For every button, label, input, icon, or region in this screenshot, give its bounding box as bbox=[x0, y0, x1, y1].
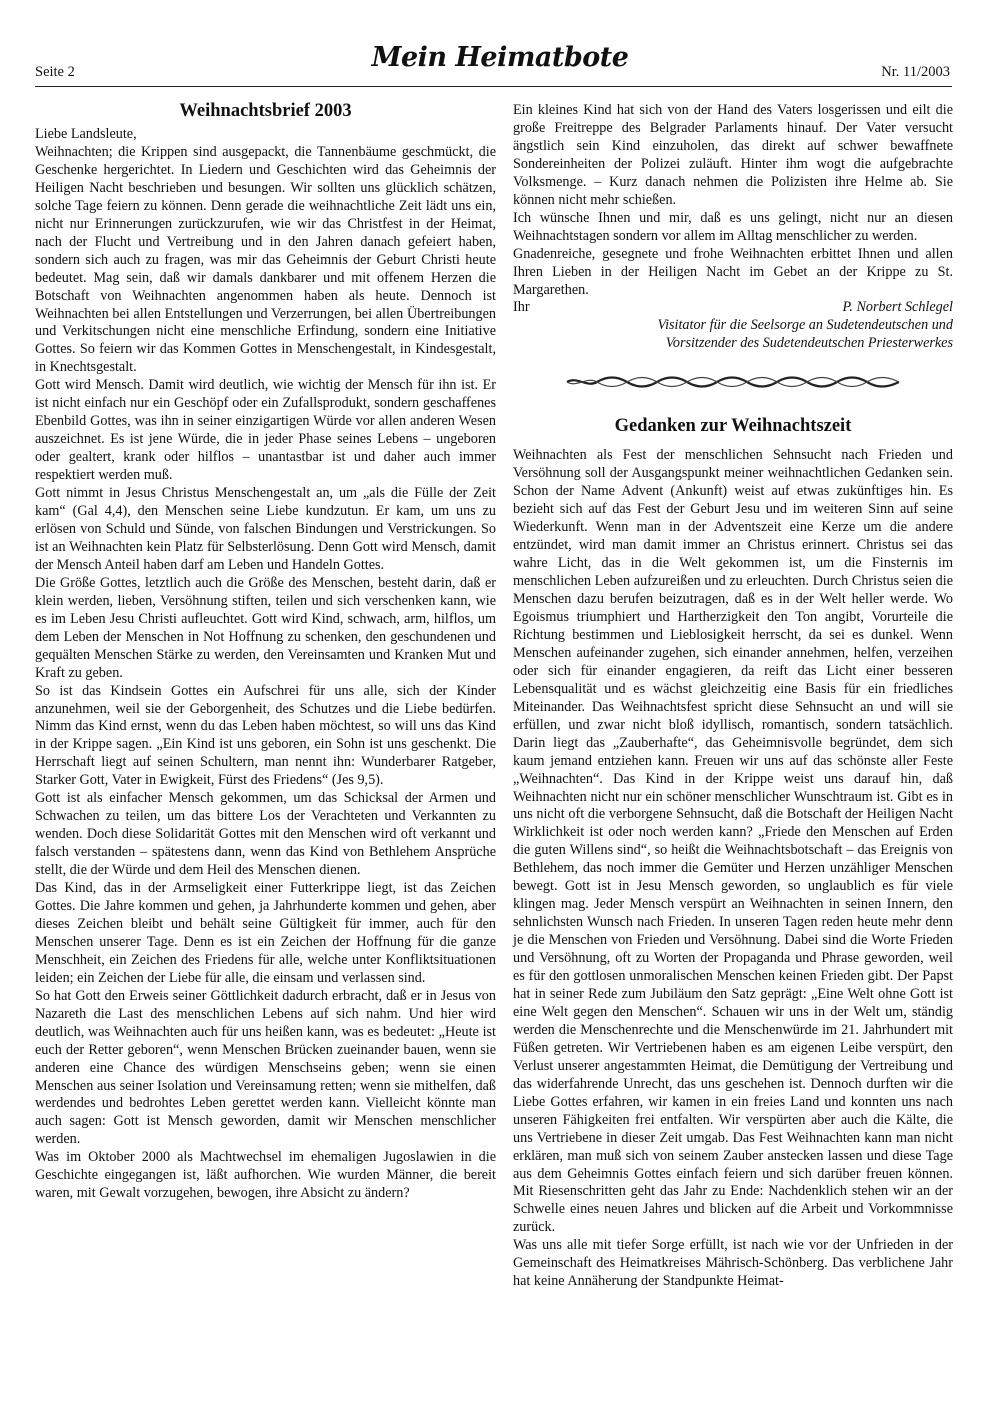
paragraph: Ich wünsche Ihnen und mir, daß es uns gelingt, nicht nur an diesen Weihnachtstagen sondern vor allem im Alltag menschlicher zu werden. bbox=[513, 209, 953, 244]
paragraph: So hat Gott den Erweis seiner Göttlichkeit dadurch erbracht, daß er in Jesus von Nazareth die Last des menschlichen Lebens auf sich nahm. Und hier wird deutlich, was Weihnachten auch für uns heißen kann, was es bedeutet: „Heute ist euch der Retter geboren“, wenn Menschen Brücken zueinander bauen, wenn sie anderen eine Chance des würdigen Menschseins geben; wenn sie einen Menschen aus seiner Isolation und Vereinsamung retten; wenn sie mithelfen, daß werdendes und bedrohtes Leben gerettet werden kann. Vielleicht könnte man auch sagen: Gott ist Mensch geworden, damit wir Menschen menschlicher werden. bbox=[35, 987, 496, 1148]
paragraph: Was im Oktober 2000 als Machtwechsel im ehemaligen Jugoslawien in die Geschichte eingegangen ist, läßt aufhorchen. Wie wurden Männer, die bereit waren, mit Gewalt vorzugehen, bewogen, ihre Absicht zu ändern? bbox=[35, 1149, 496, 1202]
paragraph: Weihnachten; die Krippen sind ausgepackt, die Tannenbäume geschmückt, die Geschenke hergerichtet. In Liedern und Geschichten wird das Geheimnis der Heiligen Nacht beschrieben und besungen. Wir sollten uns glücklich schätzen, solche Tage feiern zu können. Denn gerade die weihnachtliche Zeit lädt uns ein, nicht nur Erinnerungen zurückzurufen, wie wir das Christfest in der Heimat, nach der Flucht und Vertreibung und in den Jahren danach gefeiert haben, sondern sich auch zu fragen, was mir das Geheimnis der Geburt Christi heute bedeutet. Mag sein, daß wir damals dankbarer und mit offenem Herzen die Botschaft von Weihnachten angenommen haben als heute. Dennoch ist Weihnachten bei allen Entstellungen und Verzerrungen, bei allen Übertreibungen und Verkitschungen nicht eine menschliche Erfindung, sondern eine Initiative Gottes. So feiern wir das Kommen Gottes in Menschengestalt, in Kindesgestalt, in Knechtsgestalt. bbox=[35, 143, 496, 376]
page-number: Seite 2 bbox=[35, 64, 75, 80]
signature-line bbox=[513, 299, 953, 317]
article-title-gedanken: Gedanken zur Weihnachtszeit bbox=[614, 416, 852, 437]
right-column bbox=[513, 102, 953, 1291]
paragraph: Gott ist als einfacher Mensch gekommen, um das Schicksal der Armen und Schwachen zu teilen, um das bittere Los der Verachteten und Verkannten zu wenden. Doch diese Solidarität Gottes mit den Menschen wird oft verkannt und falsch verstanden – spätestens dann, wenn das Kind von Bethlehem Ansprüche stellt, die der Würde und dem Heil des Menschen dienen. bbox=[35, 790, 496, 879]
ornament-icon bbox=[563, 375, 903, 389]
paragraph: Liebe Landsleute, bbox=[35, 126, 137, 142]
masthead-logo: Mein Heimatbote bbox=[371, 42, 629, 73]
signature-role-line: Vorsitzender des Sudetendeutschen Priesterwerkes bbox=[665, 335, 953, 352]
ornament-divider bbox=[513, 375, 953, 397]
paragraph: Was uns alle mit tiefer Sorge erfüllt, ist nach wie vor der Unfrieden in der Gemeinschaft des Heimatkreises Mährisch-Schönberg. Das verblichene Jahr hat keine Annäherung der Standpunkte Heimat- bbox=[513, 1237, 953, 1290]
paragraph: Das Kind, das in der Armseligkeit einer Futterkrippe liegt, ist das Zeichen Gottes. Die Jahre kommen und gehen, ja Jahrhunderte kommen und gehen, aber dieses Zeichen bleibt und behält seine Gültigkeit für immer, auch für den Menschen unserer Tage. Denn es ist ein Zeichen der Hoffnung für die ganze Menschheit, ein Zeichen des Friedens für alle, welche unter Konfliktsituationen leiden; ein Zeichen der Liebe für alle, die einsam und verlassen sind. bbox=[35, 880, 496, 986]
left-column bbox=[35, 100, 496, 1203]
signature-closing: Ihr bbox=[513, 299, 530, 316]
paragraph: Die Größe Gottes, letztlich auch die Größe des Menschen, besteht darin, daß er klein werden, lieben, Versöhnung stiften, teilen und sich verschenken kann, wie es im Leben Jesu Christi aufleuchtet. Gott wird Kind, schwach, arm, hilflos, um dem Leben der Menschen in Not Hoffnung zu schenken, den geschundenen und gequälten Menschen Stärke zu werden, den Vereinsamten und Kranken Mut und Kraft zu geben. bbox=[35, 574, 496, 681]
paragraph: Gott wird Mensch. Damit wird deutlich, wie wichtig der Mensch für ihn ist. Er ist nicht einfach nur ein Geschöpf oder ein Zufallsprodukt, sondern geschaffenes Ebenbild Gottes, was ihn in seiner einzigartigen Würde vor allen anderen Wesen auszeichnet. Es ist jene Würde, die in jeder Phase seines Lebens – ungeboren oder gealtert, krank oder hilflos – unantastbar ist und daher auch immer respektiert werden muß. bbox=[35, 377, 496, 484]
header-rule bbox=[35, 86, 952, 87]
issue-number: Nr. 11/2003 bbox=[881, 64, 950, 80]
paragraph: Gott nimmt in Jesus Christus Menschengestalt an, um „als die Fülle der Zeit kam“ (Gal 4,4), den Menschen seine Liebe kundzutun. Er kam, um uns zu erlösen von Schuld und Sünde, von falschen Bindungen und Verstrickungen. So ist an Weihnachten kein Platz für Selbsterlösung. Denn Gott wird Mensch, damit der Mensch Anteil haben darf am Leben und Handeln Gottes. bbox=[35, 485, 496, 573]
paragraph: Weihnachten als Fest der menschlichen Sehnsucht nach Frieden und Versöhnung soll der Ausgangspunkt meiner weihnachtlichen Gedanken sein. Schon der Name Advent (Ankunft) weist auf etwas zukünftiges hin. Es bezieht sich auf das Fest der Geburt Jesu und im weiteren Sinn auf seine Wiederkunft. Wenn man in der Adventszeit eine Kerze um die andere entzündet, wird man damit immer an Christus erinnert. Christus sei das wahre Licht, das in die Welt gekommen ist, um die Finsternis im menschlichen Leben aufzureißen und zu erleuchten. Durch Christus seien die Menschen dazu berufen beizutragen, daß es in der Welt heller werde. Wo Egoismus triumphiert und Hartherzigkeit den Ton angibt, Vorurteile die Richtung bestimmen und Lieblosigkeit herrscht, da sei es dunkel. Wenn Menschen aufeinander zugehen, sich einander annehmen, helfen, verzeihen oder sich für einander engagieren, da reift das Licht einer besseren Lebensqualität und es wächst gleichzeitig eine Basis für ein friedliches Miteinander. Das Weihnachtsfest spricht diese Sehnsucht an und will sie erfüllen, und zwar nicht bloß idyllisch, romantisch, sondern tatsächlich. Darin liegt das „Zauberhafte“, das Geheimnisvolle begründet, dem sich kaum jemand entziehen kann. Freuen wir uns auf das schönste aller Feste „Weihnachten“. Das Kind in der Krippe weist uns darauf hin, daß Weihnachten nicht nur ein schöner menschlicher Wunschtraum ist. Gibt es in uns nicht oft die verborgene Sehnsucht, daß die Botschaft der Heiligen Nacht Wirklichkeit ist oder noch werden kann? „Friede den Menschen auf Erden die guten Willens sind“, so heißt die Weihnachtsbotschaft – das Ereignis von Bethlehem, das noch immer die Gemüter und Herzen unzähliger Menschen bewegt. Gott ist in Jesu Mensch geworden, so unglaublich es für viele klingen mag. Jeder Mensch verspürt an Weihnachten in seinen Innern, den sehnlichsten Wunsch nach Frieden. In unseren Tagen reden heute mehr denn je die Menschen von Frieden und Versöhnung. Dabei sind die Worte Frieden und Versöhnung, oft zu Worten der Propaganda und Phrase geworden, weil es für den gottlosen unmoralischen Menschen keinen Frieden gibt. Der Papst hat in seiner Rede zum Jubiläum den Satz geprägt: „Eine Welt ohne Gott ist eine Welt gegen den Menschen“. Schauen wir uns in der Welt um, ständig werden die Menschenrechte und die Menschenwürde im 21. Jahrhundert mit Füßen getreten. Wir Vertriebenen haben es am eigenen Leibe verspürt, den Verlust unserer angestammten Heimat, die Demütigung der Vertreibung und das widerfahrende Unrecht, das uns geschehen ist. Dennoch durften wir die Liebe Gottes erfahren, wir kamen in ein freies Land und konnten uns nach unseren Fähigkeiten frei entfalten. Wir verspürten aber auch die Kälte, die uns Vertriebene in dieser Zeit umgab. Das Fest Weihnachten kann man nicht erklären, man muß sich von seinem Zauber anstecken lassen und diese Tage aus dem Geheimnis Gottes einfach feiern und sich darüber freuen können. Mit Riesenschritten geht das Jahr zu Ende: Nachdenklich stehen wir an der Schwelle eines neuen Jahres und blicken auf die Arbeit und Vorkommnisse zurück. bbox=[513, 447, 953, 1236]
page-header bbox=[0, 0, 1000, 96]
paragraph: Gnadenreiche, gesegnete und frohe Weihnachten erbittet Ihnen und allen Ihren Lieben in der Heiligen Nacht im Gebet an der Krippe zu St. Margarethen. bbox=[513, 245, 953, 298]
paragraph: Ein kleines Kind hat sich von der Hand des Vaters losgerissen und eilt die große Freitreppe des Belgrader Parlaments hinauf. Der Vater versucht ängstlich sein Kind einzuholen, das direkt auf schwer bewaffnete Sondereinheiten der Polizei zuläuft. Hinter ihm wogt die aufgebrachte Volksmenge. – Kurz danach nehmen die Polizisten ihre Helme ab. Sie können nicht mehr schießen. bbox=[513, 102, 953, 208]
signature-name: P. Norbert Schlegel bbox=[842, 299, 953, 316]
paragraph: So ist das Kindsein Gottes ein Aufschrei für uns alle, sich der Kinder anzunehmen, weil sie der Geborgenheit, des Schutzes und die Liebe bedürfen. Nimm das Kind ernst, wenn du das Leben haben möchtest, so will uns das Kind in der Krippe sagen. „Ein Kind ist uns geboren, ein Sohn ist uns geschenkt. Die Herrschaft liegt auf seinen Schultern, man nennt ihn: Wunderbarer Ratgeber, Starker Gott, Vater in Ewigkeit, Fürst des Friedens“ (Jes 9,5). bbox=[35, 682, 496, 789]
article-title-weihnachtsbrief: Weihnachtsbrief 2003 bbox=[179, 101, 352, 121]
signature-role-line: Visitator für die Seelsorge an Sudetendeutschen und bbox=[657, 317, 953, 334]
